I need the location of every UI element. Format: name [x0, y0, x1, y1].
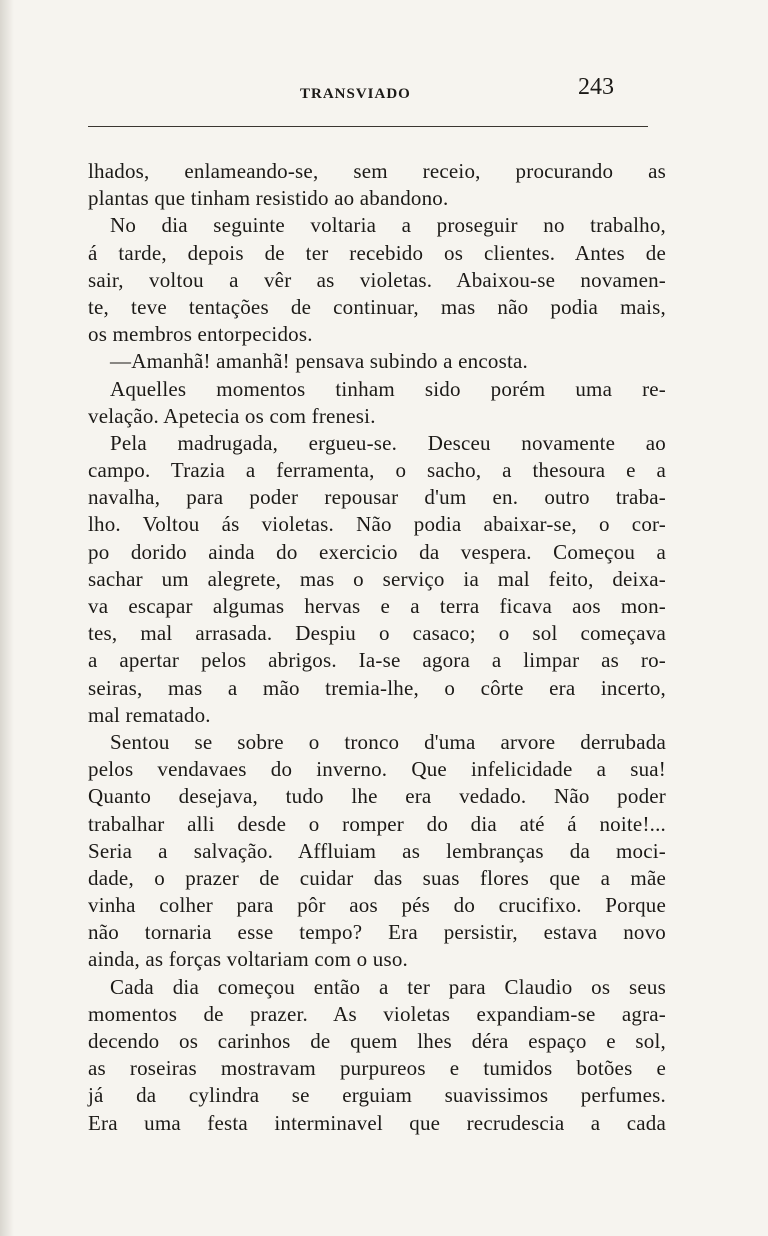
text-line: No dia seguinte voltaria a proseguir no trabalho,: [110, 213, 666, 238]
text-line: momentos de prazer. As violetas expandiam-se agra-: [88, 1001, 666, 1026]
running-title: TRANSVIADO: [300, 86, 411, 102]
text-line: trabalhar alli desde o romper do dia até á noite!...: [88, 811, 666, 836]
text-line: Sentou se sobre o tronco d'uma arvore derrubada: [110, 729, 666, 754]
text-line: sachar um alegrete, mas o serviço ia mal feito, deixa-: [88, 566, 666, 591]
text-line: Aquelles momentos tinham sido porém uma re-: [110, 376, 666, 401]
text-line: lho. Voltou ás violetas. Não podia abaixar-se, o cor-: [88, 512, 666, 537]
text-line: mal rematado.: [88, 702, 211, 727]
text-line: lhados, enlameando-se, sem receio, procurando as: [88, 159, 666, 183]
text-line: os membros entorpecidos.: [88, 322, 313, 347]
text-line: navalha, para poder repousar d'um en. outro traba-: [88, 485, 666, 510]
text-line: Pela madrugada, ergueu-se. Desceu novamente ao: [110, 430, 666, 455]
text-line: te, teve tentações de continuar, mas não podia mais,: [88, 294, 666, 319]
text-line: tes, mal arrasada. Despiu o casaco; o sol começava: [88, 621, 666, 646]
text-line: dade, o prazer de cuidar das suas flores que a mãe: [88, 865, 666, 890]
text-line: plantas que tinham resistido ao abandono.: [88, 186, 449, 211]
text-line: decendo os carinhos de quem lhes déra espaço e sol,: [88, 1029, 666, 1053]
text-line: á tarde, depois de ter recebido os clientes. Antes de: [88, 240, 666, 265]
text-line: seiras, mas a mão tremia-lhe, o côrte era incerto,: [88, 675, 666, 700]
text-line: não tornaria esse tempo? Era persistir, estava novo: [88, 920, 666, 945]
text-line: va escapar algumas hervas e a terra ficava aos mon-: [88, 594, 666, 618]
text-line: a apertar pelos abrigos. Ia-se agora a limpar as ro-: [88, 648, 666, 673]
text-line: pelos vendavaes do inverno. Que infelicidade a sua!: [88, 757, 666, 782]
text-line: Quanto desejava, tudo lhe era vedado. Não poder: [88, 784, 666, 809]
text-line: velação. Apetecia os com frenesi.: [88, 403, 376, 428]
text-line: campo. Trazia a ferramenta, o sacho, a thesoura e a: [88, 458, 666, 483]
text-line: vinha colher para pôr aos pés do crucifixo. Porque: [88, 893, 666, 918]
page-number: 243: [578, 74, 614, 100]
text-line: as roseiras mostravam purpureos e tumidos botões e: [88, 1056, 666, 1081]
text-line: —Amanhã! amanhã! pensava subindo a encosta.: [110, 349, 528, 374]
text-line: já da cylindra se erguiam suavissimos perfumes.: [88, 1083, 666, 1108]
text-line: Seria a salvação. Affluiam as lembranças da moci-: [88, 838, 666, 863]
header-rule: [88, 126, 648, 127]
body-text: [88, 158, 666, 1137]
page-edge-shadow: [0, 0, 14, 1236]
text-line: Cada dia começou então a ter para Claudio os seus: [110, 974, 666, 999]
text-line: po dorido ainda do exercicio da vespera. Começou a: [88, 539, 666, 564]
text-line: sair, voltou a vêr as violetas. Abaixou-se novamen-: [88, 267, 666, 292]
text-line: ainda, as forças voltariam com o uso.: [88, 947, 408, 972]
text-line: Era uma festa interminavel que recrudescia a cada: [88, 1110, 666, 1135]
